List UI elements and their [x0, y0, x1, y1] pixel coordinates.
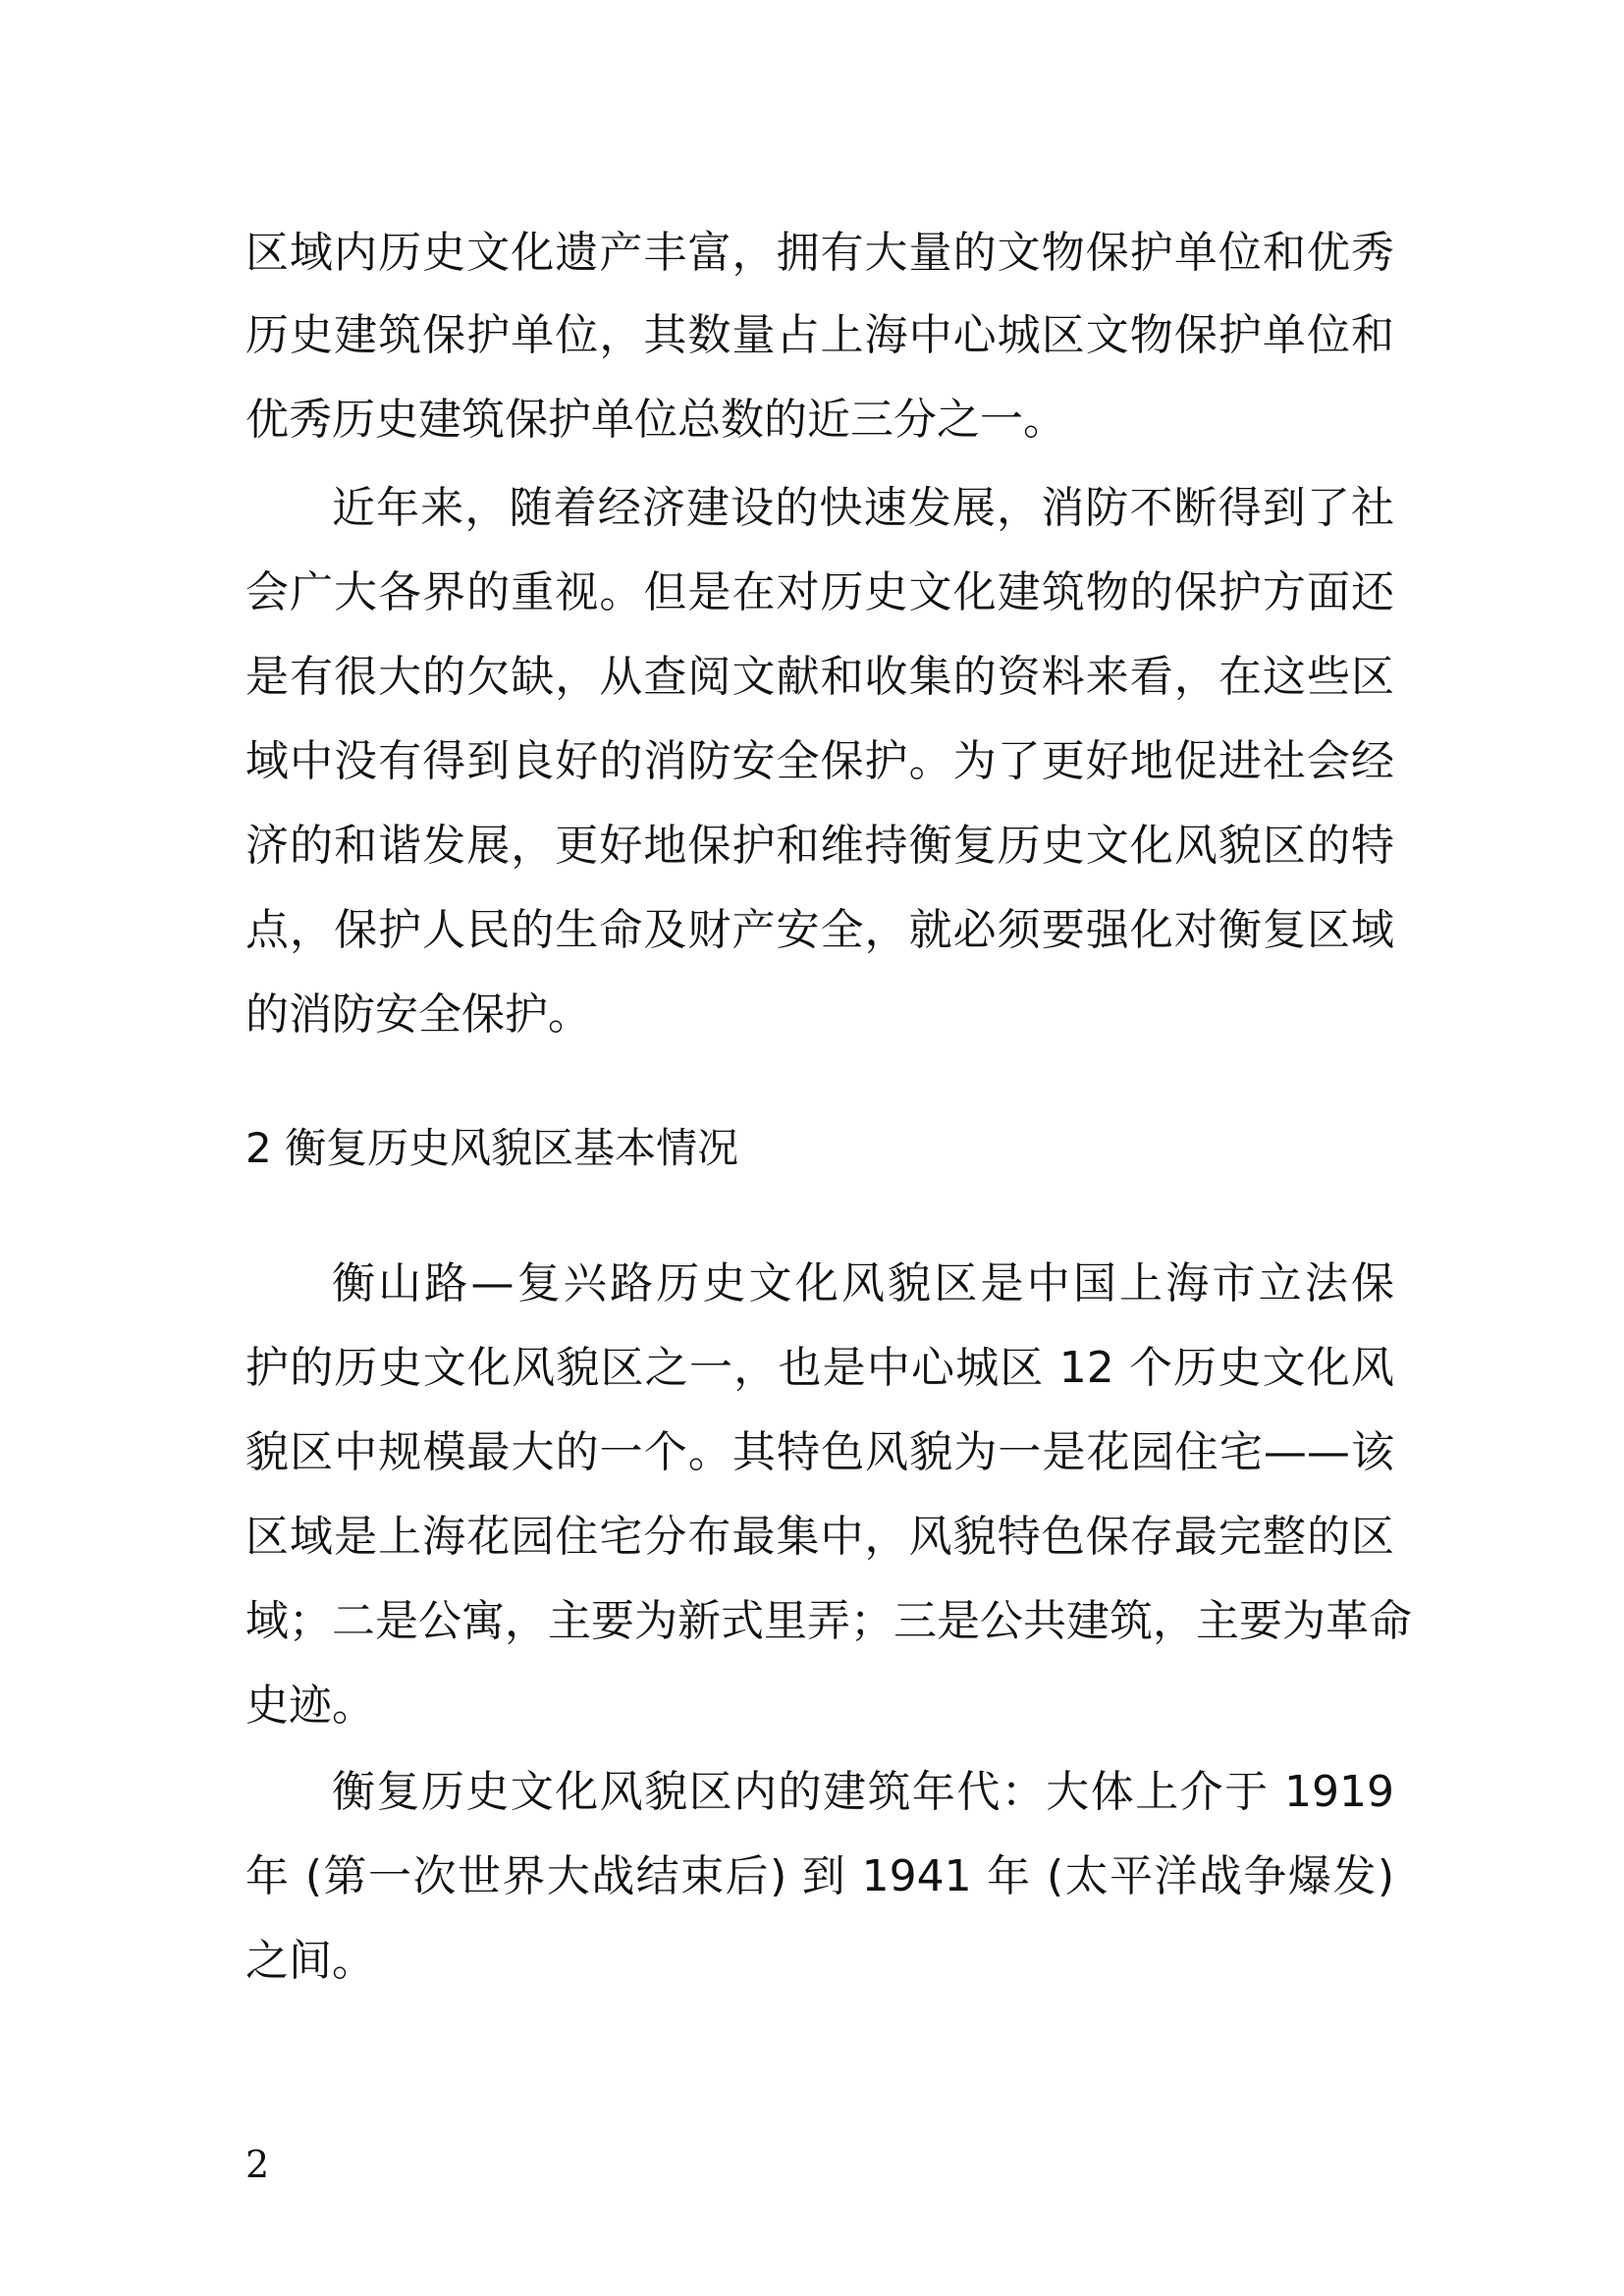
paragraph-line: 会广大各界的重视。但是在对历史文化建筑物的保护方面还 [245, 567, 1394, 617]
paragraph-line: 点，保护人民的生命及财产安全，就必须要强化对衡复区域 [245, 905, 1394, 955]
paragraph-line: 衡山路—复兴路历史文化风貌区是中国上海市立法保 [332, 1258, 1394, 1308]
paragraph-line: 年 (第一次世界大战结束后) 到 1941 年 (太平洋战争爆发) [245, 1851, 1394, 1901]
paragraph-line: 区域内历史文化遗产丰富，拥有大量的文物保护单位和优秀 [245, 228, 1394, 278]
paragraph-line: 济的和谐发展，更好地保护和维持衡复历史文化风貌区的特 [245, 821, 1394, 871]
paragraph-line: 衡复历史文化风貌区内的建筑年代：大体上介于 1919 [332, 1767, 1394, 1817]
page-number: 2 [245, 2143, 270, 2186]
paragraph-line: 历史建筑保护单位，其数量占上海中心城区文物保护单位和 [245, 310, 1394, 360]
paragraph-line: 的消防安全保护。 [245, 989, 591, 1040]
paragraph-line: 域；二是公寓，主要为新式里弄；三是公共建筑，主要为革命 [245, 1596, 1412, 1646]
paragraph-line: 之间。 [245, 1936, 375, 1986]
section-heading: 2 衡复历史风貌区基本情况 [245, 1124, 739, 1172]
paragraph-line: 是有很大的欠缺，从查阅文献和收集的资料来看，在这些区 [245, 652, 1394, 702]
paragraph-line: 貌区中规模最大的一个。其特色风貌为一是花园住宅——该 [245, 1427, 1394, 1477]
paragraph-line: 区域是上海花园住宅分布最集中，风貌特色保存最完整的区 [245, 1512, 1394, 1562]
paragraph-line: 近年来，随着经济建设的快速发展，消防不断得到了社 [332, 483, 1394, 533]
paragraph-line: 域中没有得到良好的消防安全保护。为了更好地促进社会经 [245, 736, 1394, 786]
paragraph-line: 护的历史文化风貌区之一，也是中心城区 12 个历史文化风 [245, 1343, 1394, 1393]
paragraph-line: 优秀历史建筑保护单位总数的近三分之一。 [245, 395, 1066, 445]
paragraph-line: 史迹。 [245, 1681, 375, 1731]
